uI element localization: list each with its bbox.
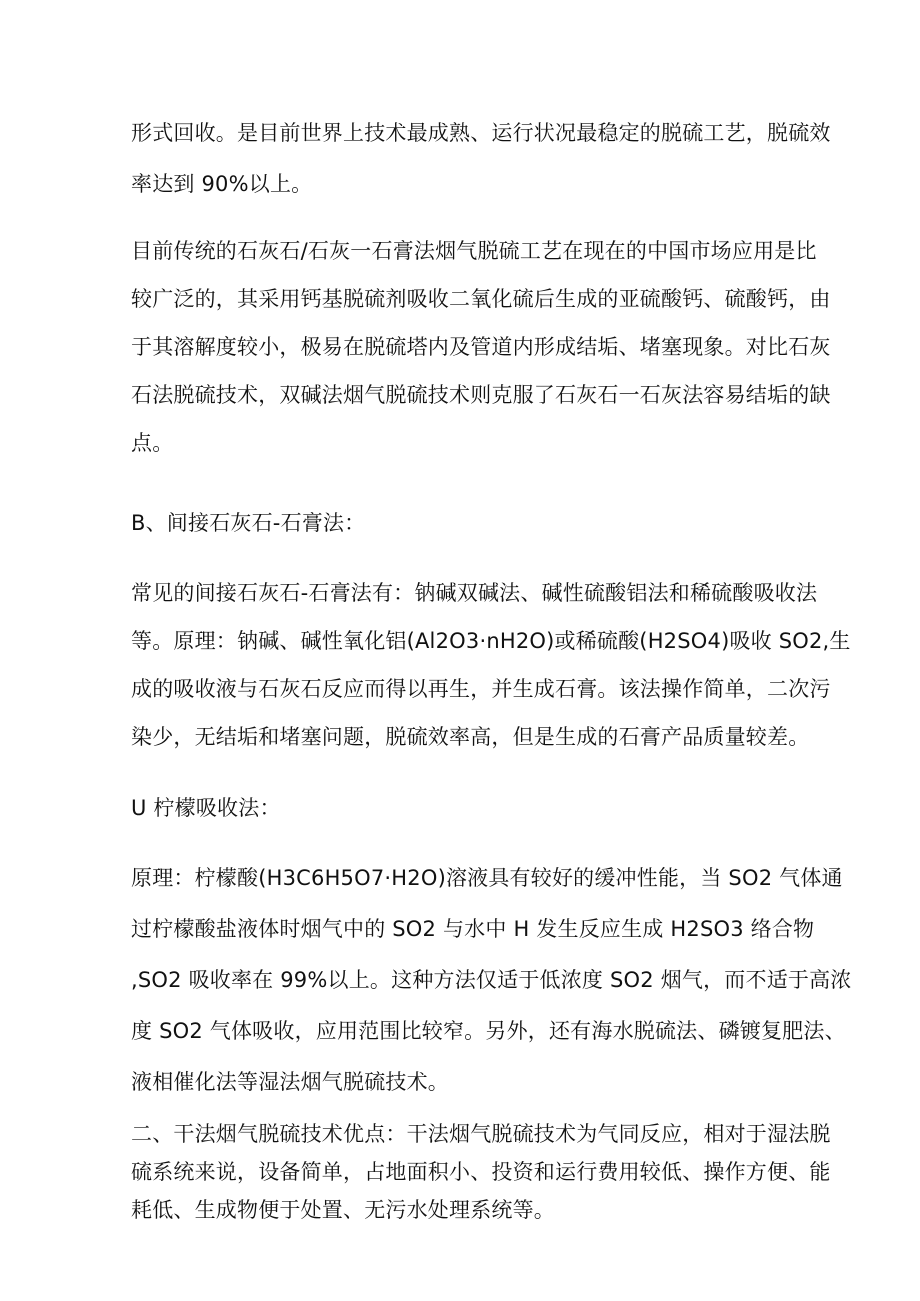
text-line: ,SO2 吸收率在 99%以上。这种方法仅适于低浓度 SO2 烟气，而不适于高浓	[131, 968, 852, 992]
text-line: 等。原理：钠碱、碱性氧化铝(Al2O3·nH2O)或稀硫酸(H2SO4)吸收 SO2,生	[131, 629, 851, 653]
text-line: 染少，无结垢和堵塞问题，脱硫效率高，但是生成的石膏产品质量较差。	[131, 725, 810, 749]
heading-citrate-absorption: U 柠檬吸收法：	[131, 796, 281, 820]
paragraph-limestone-gypsum	[131, 227, 831, 467]
paragraph-indirect-methods	[131, 569, 851, 761]
text-line: 度 SO2 气体吸收，应用范围比较窄。另外，还有海水脱硫法、磷镀复肥法、	[131, 1019, 846, 1043]
text-line: 石法脱硫技术，双碱法烟气脱硫技术则克服了石灰石一石灰法容易结垢的缺	[131, 383, 831, 407]
text-line: 二、干法烟气脱硫技术优点：干法烟气脱硫技术为气同反应，相对于湿法脱	[131, 1122, 831, 1146]
text-line: 形式回收。是目前世界上技术最成熟、运行状况最稳定的脱硫工艺，脱硫效	[131, 121, 831, 145]
text-line: 耗低、生成物便于处置、无污水处理系统等。	[131, 1198, 555, 1222]
text-line: 硫系统来说，设备简单，占地面积小、投资和运行费用较低、操作方便、能	[131, 1160, 831, 1184]
text-line: 常见的间接石灰石-石膏法有：钠碱双碱法、碱性硫酸铝法和稀硫酸吸收法	[131, 581, 818, 605]
text-line: 点。	[131, 431, 174, 455]
text-line: 原理：柠檬酸(H3C6H5O7·H2O)溶液具有较好的缓冲性能，当 SO2 气体通	[131, 866, 843, 890]
text-line: 于其溶解度较小，极易在脱硫塔内及管道内形成结垢、堵塞现象。对比石灰	[131, 335, 831, 359]
paragraph-citrate-principle	[131, 853, 852, 1108]
text-line: 成的吸收液与石灰石反应而得以再生，并生成石膏。该法操作简单，二次污	[131, 677, 831, 701]
text-line: 率达到 90%以上。	[131, 172, 313, 196]
text-line: 较广泛的，其采用钙基脱硫剂吸收二氧化硫后生成的亚硫酸钙、硫酸钙，由	[131, 287, 831, 311]
paragraph-desulfurization-maturity	[131, 108, 831, 210]
paragraph-dry-desulfurization	[131, 1115, 831, 1229]
text-line: 目前传统的石灰石/石灰一石膏法烟气脱硫工艺在现在的中国市场应用是比	[131, 239, 817, 263]
heading-indirect-limestone: B、间接石灰石-石膏法：	[131, 511, 366, 535]
text-line: 过柠檬酸盐液体时烟气中的 SO2 与水中 H 发生反应生成 H2SO3 络合物	[131, 917, 815, 941]
text-line: 液相催化法等湿法烟气脱硫技术。	[131, 1070, 449, 1094]
